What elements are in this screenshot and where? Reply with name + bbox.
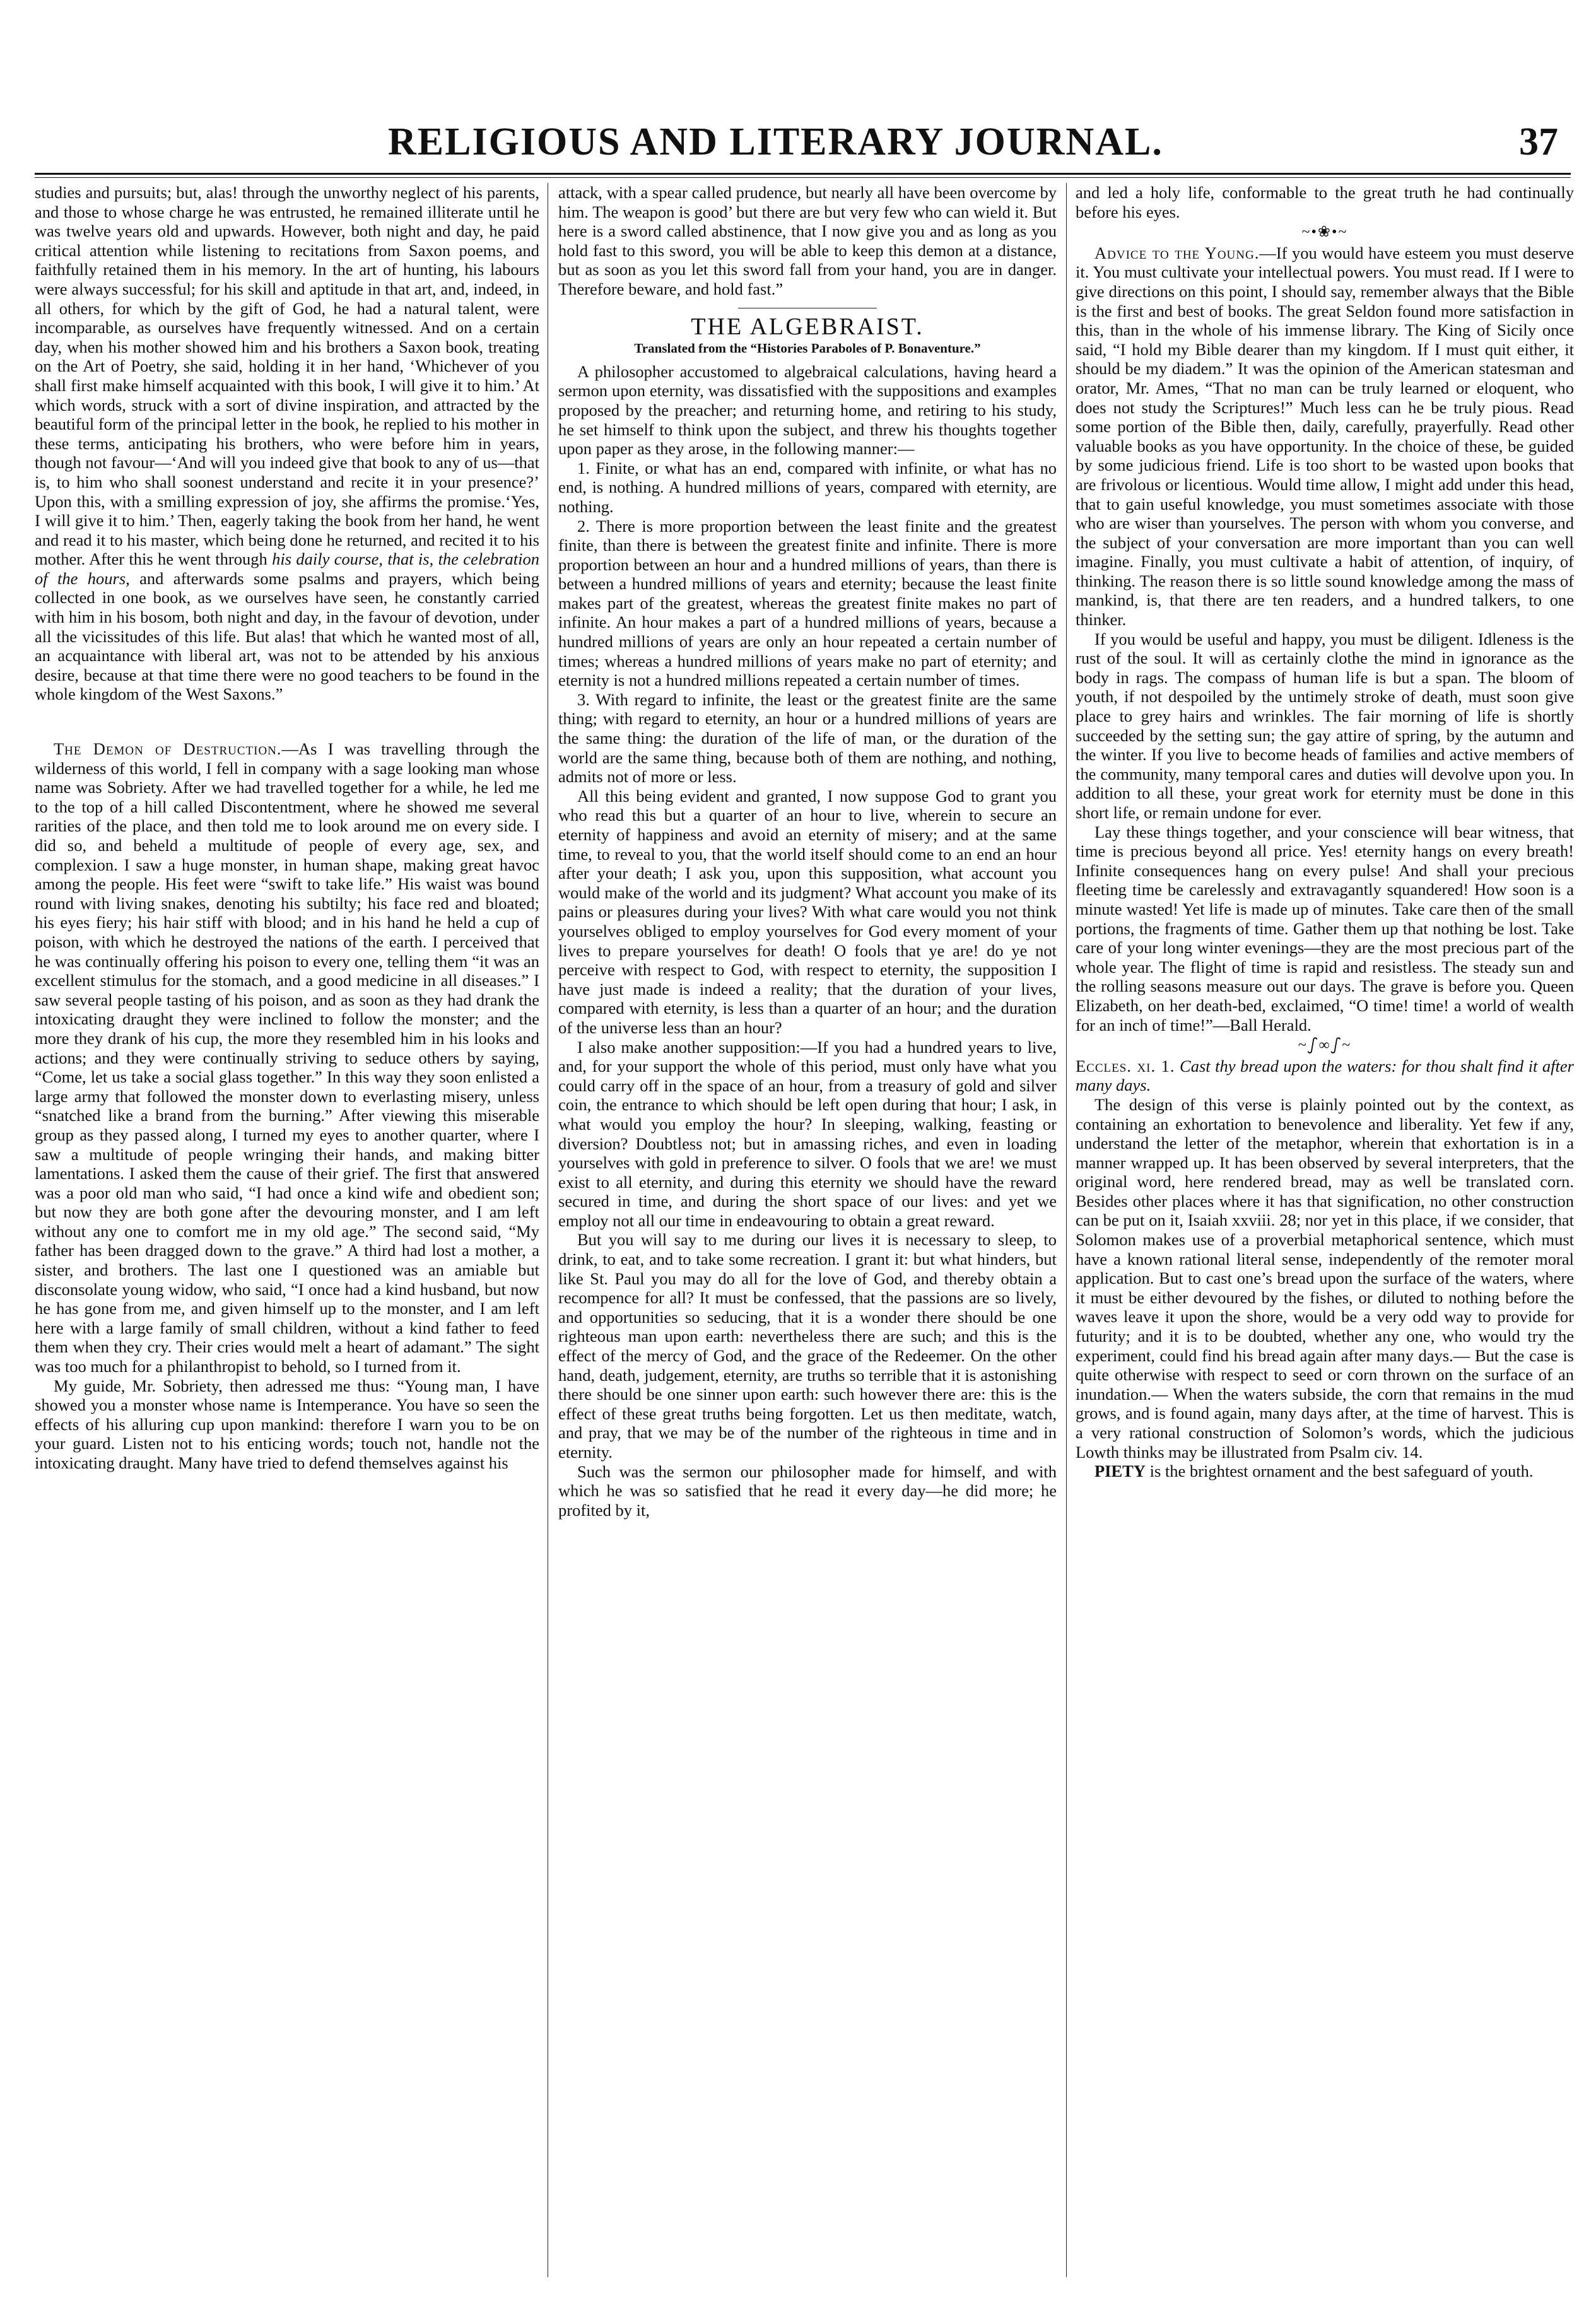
- demon-title: The Demon of Destruction.: [54, 739, 282, 759]
- page-number: 37: [1519, 120, 1558, 163]
- ornament-divider: ~•❀•~: [1301, 224, 1348, 241]
- algebraist-paragraph-such: Such was the sermon our philosopher made for himself, and with which he was so satisfied that he read it every day—he did more; he profited by it,: [558, 1462, 1057, 1520]
- eccles-reference: Eccles. xi. 1.: [1076, 1056, 1175, 1075]
- advice-title: Advice to the Young.: [1094, 243, 1260, 262]
- section-gap: [35, 704, 539, 722]
- piety-text: is the brightest ornament and the best safeguard of youth.: [1149, 1462, 1534, 1481]
- eccles-heading: [1076, 1057, 1574, 1095]
- algebraist-paragraph-but: But you will say to me during our lives it is necessary to sleep, to drink, to eat, and to take some recreation. I grant it: but what hinders, but like St. Paul you may do all for the love of God, and thereby obtain a recompence for all? It must be confessed, that the passions are so lively, and opportunities so seducing, that it is a wonder there should be one righteous man upon earth: nevertheless there are such; and this is the effect of the mercy of God, and the grace of the Redeemer. On the other hand, death, judgement, eternity, are truths so terrible that it is astonishing there should be one sinner upon earth: such however there are: this is the effect of these great truths being forgotten. Let us then meditate, watch, and pray, that we may be of the number of the righteous in time and in eternity.: [558, 1230, 1057, 1462]
- demon-continued: attack, with a spear called prudence, but nearly all have been overcome by him. The weapon is good’ but there are but very few who can wield it. But here is a sword called abstinence, that I now give you and as long as you hold fast to this sword, you will be able to keep this demon at a distance, but as soon as you let this sword fall from your hand, you are in danger. Therefore beware, and hold fast.”: [558, 183, 1057, 298]
- alfred-paragraph: [35, 183, 539, 704]
- demon-paragraph: [35, 739, 539, 1376]
- eccles-verse: Cast thy bread upon the waters: for thou shalt find it after many days.: [1076, 1056, 1574, 1095]
- algebraist-item-3: 3. With regard to infinite, the least or the greatest finite are the same thing; with regard to eternity, an hour or a hundred millions of years are the same thing: the duration of the life of man, or the duration of the world are the same thing, because both of them are nothing, and nothing, admits not of more or less.: [558, 689, 1057, 787]
- header-rule: [35, 173, 1571, 175]
- algebraist-intro: A philosopher accustomed to algebraical calculations, having heard a sermon upon eternity, was dissatisfied with the suppositions and examples proposed by the preacher; and returning home, and retiring to his study, he set himself to think upon the subject, and threw his thoughts together upon paper as they arose, in the following manner:—: [558, 361, 1057, 459]
- header-rule-thin: [35, 177, 1571, 178]
- algebraist-item-2: 2. There is more proportion between the least finite and the greatest finite, than there is between the greatest finite and infinite. There is more proportion between an hour and a hundred millions of years, than there is between a hundred millions of years and eternity; because the least finite makes part of the greatest, whereas the greatest finite makes no part of infinite. An hour makes a part of a hundred millions of years, because a hundred millions of years are only an hour repeated a certain number of times; whereas a hundred millions of years make no part of eternity; and eternity is not a hundred millions repeated a certain number of times.: [558, 516, 1057, 690]
- algebraist-source: Translated from the “Histories Paraboles of P. Bonaventure.”: [634, 341, 981, 356]
- alfred-text-end: and afterwards some psalms and prayers, which being collected in one book, as we ourselves have seen, he constantly carried with him in his bosom, both night and day, in the favour of devotion, under all the vicissitudes of this life. But alas! that which he wanted most of all, an acquaintance with liberal art, was not to be attended by his anxious desire, because at that time there were no good teachers to be found in the whole kingdom of the West Saxons.”: [35, 568, 539, 704]
- alfred-italic-text: his daily course, that is, the celebration of the hours,: [35, 549, 539, 588]
- lay-paragraph: Lay these things together, and your conscience will bear witness, that time is precious beyond all price. Yes! eternity hangs on every breath! Infinite consequences hang on every pulse! And shall your precious fleeting time be carelessly and extravagantly squandered! How soon is a minute wasted! Yet life is made up of minutes. Take care then of the small portions, the fragments of time. Gather them up that nothing be lost. Take care of your long winter evenings—they are the most precious part of the whole year. The flight of time is rapid and resistless. The steady sun and the rolling seasons measure out our days. The grave is before you. Queen Elizabeth, on her death-bed, exclaimed, “O time! time! a world of wealth for an inch of time!”—Ball Herald.: [1076, 822, 1574, 1034]
- running-title: RELIGIOUS AND LITERARY JOURNAL.: [388, 120, 1163, 163]
- algebraist-paragraph-also: I also make another supposition:—If you had a hundred years to live, and, for your support the whole of this period, must only have what you could carry off in the space of an hour, from a treasury of gold and silver coin, the entrance to which should be left open during that hour; I ask, in what would you employ the hour? In sleeping, walking, feasting or diversion? Doubtless not; but in amassing riches, and even in loading yourselves with gold in preference to silver. O fools that we are! we must exist to all eternity, and during this eternity we should have the reward secured in time, and during the short space of our lives: and yet we employ not all our time in endeavouring to obtain a great reward.: [558, 1037, 1057, 1230]
- advice-paragraph: [1076, 243, 1574, 630]
- column-2: [558, 183, 1057, 2277]
- column-divider-2: [1066, 183, 1067, 2277]
- algebraist-item-1: 1. Finite, or what has an end, compared with infinite, or what has no end, is nothing. A hundred millions of years, compared with eternity, are nothing.: [558, 458, 1057, 516]
- useful-paragraph: If you would be useful and happy, you must be diligent. Idleness is the rust of the soul. It will as certainly clothe the mind in ignorance as the body in rags. The compass of human life is but a span. The bloom of youth, if not despoiled by the untimely stroke of death, must soon give place to grey hairs and wrinkles. The fair morning of life is shortly succeeded by the setting sun; the gay attire of spring, by the autumn and the winter. If you live to become heads of families and active members of the community, many temporal cares and duties will devolve upon you. In addition to all these, your great work for eternity must be done in this short life, or remain undone for ever.: [1076, 629, 1574, 822]
- algebraist-title: THE ALGEBRAIST.: [691, 313, 924, 340]
- piety-word: PIETY: [1094, 1462, 1146, 1481]
- design-paragraph: The design of this verse is plainly pointed out by the context, as containing an exhortation to benevolence and liberality. Yet few if any, understand the letter of the metaphor, wherein that exhortation is in a manner wrapped up. It has been observed by several interpreters, that the original word, here rendered bread, may as well be translated corn. Besides other places where it has that signification, no other construction can be put on it, Isaiah xxviii. 28; nor yet in this place, if we consider, that Solomon makes use of a proverbial metaphorical sentence, which must have a known rational literal sense, independently of the remoter moral application. But to cast one’s bread upon the surface of the waters, where it must be either devoured by the fishes, or diluted to nothing before the waves leave it upon the shore, would be a very odd way to provide for futurity; and it is to be doubted, whether any one, who would try the experiment, could find his bread again after many days.— But the case is quite otherwise with respect to seed or corn thrown on the surface of an inundation.— When the waters subside, the corn that remains in the mud grows, and is found again, many days after, at the time of harvest. This is a very rational construction of Solomon’s words, which the judicious Lowth thinks may be illustrated from Psalm civ. 14.: [1076, 1094, 1574, 1462]
- piety-paragraph: [1076, 1462, 1574, 1481]
- algebraist-paragraph-all: All this being evident and granted, I now suppose God to grant you who read this but a quarter of an hour to live, wherein to secure an eternity of happiness and avoid an eternity of misery; and at the same time, to reveal to you, that the world itself should come to an end an hour after your death; I ask you, upon this supposition, what account you would make of the world and its judgment? What account you make of its pains or pleasures during your lives? With what care would you not think yourselves obliged to employ yourselves for God every moment of your lives to prepare yourselves for death! O fools that ye are! do ye not perceive with respect to God, with respect to eternity, the supposition I have just made is indeed a reality; that the duration of your lives, compared with eternity, is less than a quarter of an hour; and the duration of the universe less than an hour?: [558, 786, 1057, 1037]
- column-1: [35, 183, 539, 2277]
- column-3: [1076, 183, 1574, 2277]
- section-gap: [35, 722, 539, 739]
- ornament-swash: ~ഽ∞ഽ~: [1298, 1037, 1352, 1054]
- guide-text: My guide, Mr. Sobriety, then adressed me thus: “Young man, I have showed you a monster whose name is Intemperance. You have so seen the effects of his alluring cup upon mankind: therefore I warn you to be on your guard. Listen not to his enticing words; touch not, handle not the intoxicating draught. Many have tried to defend themselves against his: [35, 1376, 539, 1472]
- guide-paragraph: [35, 1376, 539, 1473]
- algebraist-conclusion: and led a holy life, conformable to the great truth he had continually before his eyes.: [1076, 183, 1574, 221]
- alfred-text: studies and pursuits; but, alas! through the unworthy neglect of his parents, and those to whose charge he was entrusted, he remained illiterate until he was twelve years old and upwards. However, both night and day, he paid critical attention while listening to recitations from Saxon poems, and faithfully retained them in his memory. In the art of hunting, his labours were always successful; for his skill and aptitude in that art, and, indeed, in all others, for which by the gift of God, he had a natural talent, were incomparable, as ourselves have frequently witnessed. And on a certain day, when his mother showed him and his brothers a Saxon book, treating on the Art of Poetry, she said, holding it in her hand, ‘Whichever of you shall first make himself acquainted with this book, I will give it to him.’ At which words, struck with a sort of divine inspiration, and attracted by the beautiful form of the principal letter in the book, he replied to his mother in these terms, anticipating his brothers, who were before him in years, though not favour—‘And will you indeed give that book to any of us—that is, to him who shall soonest understand and recite it in your presence?’ Upon this, with a smilling expression of joy, she affirms the promise.‘Yes, I will give it to him.’ Then, eagerly taking the book from her hand, he went and read it to his master, which being done he returned, and recited it to his mother. After this he went through: [35, 183, 539, 569]
- advice-text: —If you would have esteem you must deserve it. You must cultivate your intellectual powers. You must read. If I were to give directions on this point, I should say, remember always that the Bible is the first and best of books. The great Seldon found more satisfaction in this, than in the whole of his immense library. The King of Sicily once said, “I hold my Bible dearer than my kingdom. If I must quit either, it should be my diadem.” It was the opinion of the American statesman and orator, Mr. Ames, “That no man can be truly learned or eloquent, who does not study the Scriptures!” Much less can he be truly pious. Read some portion of the Bible then, daily, carefully, prayerfully. Read other valuable books as you have opportunity. In the choice of these, be guided by some judicious friend. Life is too short to be wasted upon books that are frivolous or licentious. Would time allow, I might add under this head, that to gain useful knowledge, you must sometimes associate with those who are wiser than yourselves. The person with whom you converse, and the subject of your conversation are more important than you can well imagine. Finally, you must cultivate a habit of attention, of inquiry, of thinking. The reason there is so little sound knowledge among the mass of mankind, is, that there are ten readers, and a hundred talkers, to one thinker.: [1076, 243, 1574, 630]
- demon-text: —As I was travelling through the wilderness of this world, I fell in company with a sage looking man whose name was Sobriety. After we had travelled together for a while, he led me to the top of a hill called Discontentment, where he showed me several rarities of the place, and then told me to look around me on every side. I did so, and beheld a multitude of people of every age, sex, and complexion. I saw a huge monster, in human shape, making great havoc among the people. His feet were “swift to take life.” His waist was bound round with living snakes, denoting his subtilty; his face red and bloated; his eyes fiery; his hair stiff with blood; and in his hand he held a cup of poison, with which he destroyed the nations of the earth. I perceived that he was continually offering his poison to every one, telling them “it was an excellent stimulus for the stomach, and a good medicine in all diseases.” I saw several people tasting of his poison, and as soon as they had drank the intoxicating draught they were inclined to follow the monster; and the more they drank of his cup, the more they resembled him in his looks and actions; and they were continually striving to seduce others by saying, “Come, let us take a social glass together.” In this way they soon enlisted a large army that followed the monster down to everlasting misery, unless “snatched like a brand from the burning.” After viewing this miserable group as they passed along, I turned my eyes to another quarter, where I saw a multitude of people wringing their hands, and making bitter lamentations. I asked them the cause of their grief. The first that answered was a poor old man who said, “I had once a kind wife and obedient son; but now they are both gone after the devouring monster, and I am left without any one to comfort me in my old age.” The second said, “My father has been dragged down to the grave.” A third had lost a mother, a sister, and brothers. The last one I questioned was an amiable but disconsolate young widow, who said, “I once had a kind husband, but now he has gone from me, and given himself up to the monster, and I am left here with a large family of small children, without a kind father to feed them when they cry. Their cries would melt a heart of adamant.” The sight was too much for a philanthropist to behold, so I turned from it.: [35, 739, 539, 1376]
- page-header: [35, 120, 1571, 170]
